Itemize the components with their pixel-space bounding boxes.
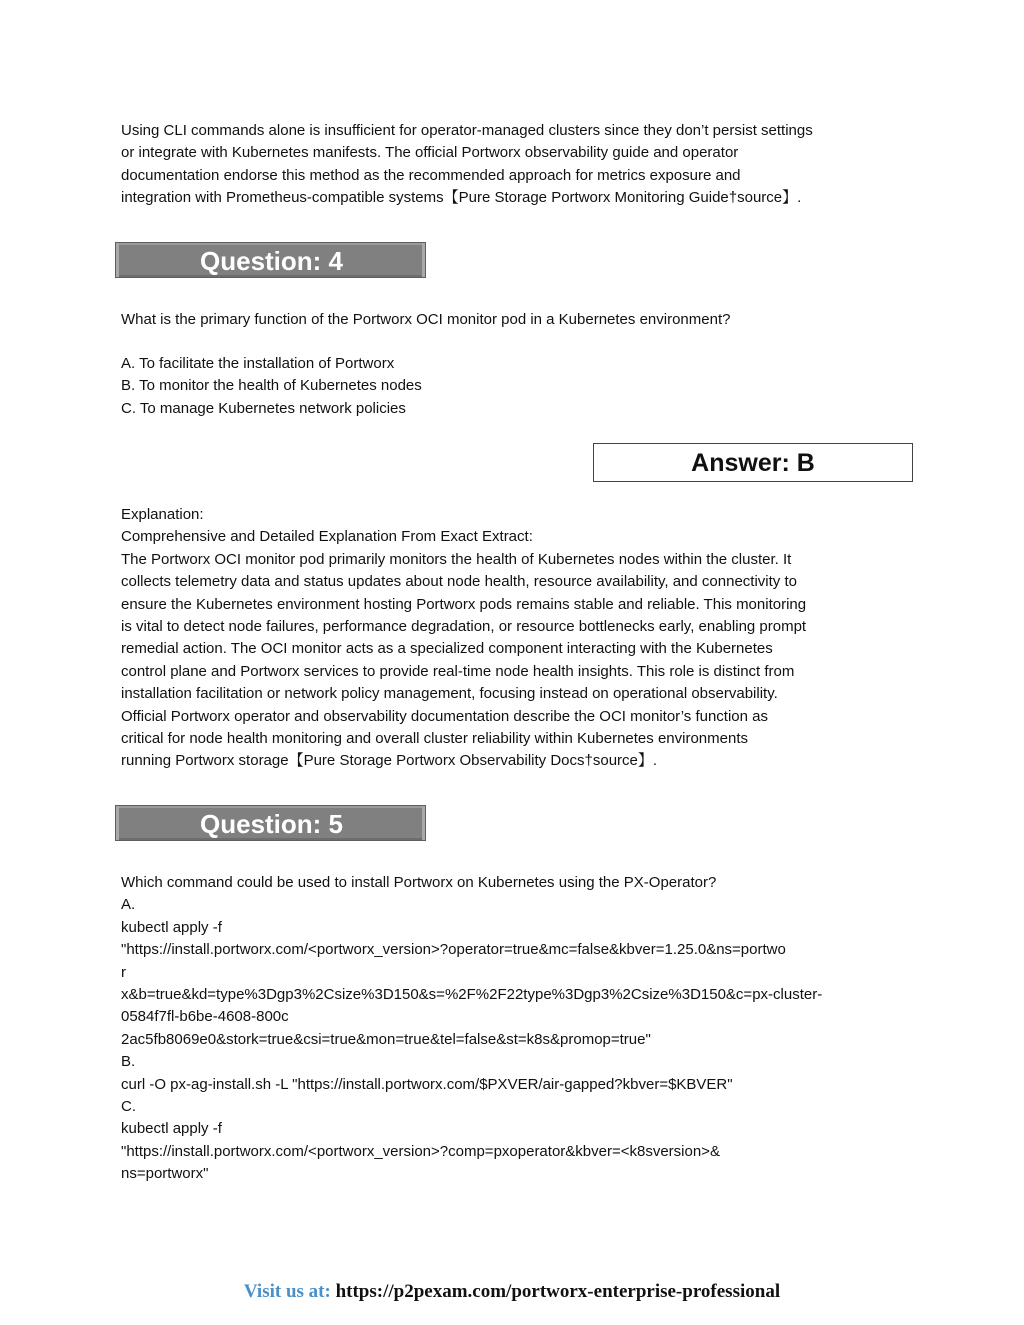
question-5-line: x&b=true&kd=type%3Dgp3%2Csize%3D150&s=%2F%2F22type%3Dgp3%2Csize%3D150&c=px-cluster- xyxy=(121,986,823,1004)
question-5-line: A. xyxy=(121,896,136,914)
question-4-explanation xyxy=(121,504,911,773)
intro-line: documentation endorse this method as the recommended approach for metrics exposure and xyxy=(121,166,741,184)
question-5-line: curl -O px-ag-install.sh -L "https://install.portworx.com/$PXVER/air-gapped?kbver=$KBVER" xyxy=(121,1075,733,1093)
question-5-line: "https://install.portworx.com/<portworx_version>?operator=true&mc=false&kbver=1.25.0&ns=portwo xyxy=(121,941,786,959)
explanation-line: control plane and Portworx services to provide real-time node health insights. This role is distinct from xyxy=(121,662,795,680)
question-5-line: r xyxy=(121,963,126,981)
option-b: B. To monitor the health of Kubernetes nodes xyxy=(121,377,422,395)
question-5-line: B. xyxy=(121,1053,136,1071)
question-5-line: kubectl apply -f xyxy=(121,1120,222,1138)
explanation-line: installation facilitation or network policy management, focusing instead on operational observability. xyxy=(121,685,778,703)
question-5-line: 0584f7fl-b6be-4608-800c xyxy=(121,1008,289,1026)
question-5-line: kubectl apply -f xyxy=(121,918,222,936)
question-5-heading: Question: 5 xyxy=(200,809,344,839)
footer-link[interactable]: https://p2pexam.com/portworx-enterprise-professional xyxy=(335,1281,781,1302)
question-4-banner xyxy=(115,242,426,278)
question-5-line: C. xyxy=(121,1098,136,1116)
explanation-line: running Portworx storage【Pure Storage Portworx Observability Docs†source】. xyxy=(121,752,658,770)
explanation-line: critical for node health monitoring and overall cluster reliability within Kubernetes environments xyxy=(121,730,748,748)
question-4-options xyxy=(121,353,911,420)
explanation-line: Explanation: xyxy=(121,506,204,523)
explanation-line: remedial action. The OCI monitor acts as a specialized component interacting with the Kubernetes xyxy=(121,640,773,658)
question-4-text: What is the primary function of the Portworx OCI monitor pod in a Kubernetes environment? xyxy=(121,311,731,328)
option-a: A. To facilitate the installation of Portworx xyxy=(121,355,395,372)
question-4-prompt xyxy=(121,309,911,331)
intro-line: Using CLI commands alone is insufficient for operator-managed clusters since they don’t persist settings xyxy=(121,122,813,139)
intro-paragraph xyxy=(121,120,911,210)
explanation-line: The Portworx OCI monitor pod primarily monitors the health of Kubernetes nodes within the cluster. It xyxy=(121,550,792,568)
question-5-line: 2ac5fb8069e0&stork=true&csi=true&mon=true&tel=false&st=k8s&promop=true" xyxy=(121,1030,651,1048)
option-c: C. To manage Kubernetes network policies xyxy=(121,399,406,417)
question-5-line: ns=portworx" xyxy=(121,1165,209,1183)
question-4-heading: Question: 4 xyxy=(200,246,344,276)
question-5-banner xyxy=(115,805,426,841)
answer-box: Answer: B xyxy=(593,443,913,482)
question-5-line: Which command could be used to install Portworx on Kubernetes using the PX-Operator? xyxy=(121,874,717,891)
intro-line: integration with Prometheus-compatible systems【Pure Storage Portworx Monitoring Guide†source】. xyxy=(121,189,802,207)
question-5-body xyxy=(121,872,911,1186)
question-5-line: "https://install.portworx.com/<portworx_version>?comp=pxoperator&kbver=<k8sversion>& xyxy=(121,1142,720,1160)
explanation-line: ensure the Kubernetes environment hosting Portworx pods remains stable and reliable. This monitoring xyxy=(121,595,807,613)
explanation-line: Comprehensive and Detailed Explanation From Exact Extract: xyxy=(121,528,533,546)
footer-visit-label: Visit us at: xyxy=(243,1281,336,1302)
explanation-line: is vital to detect node failures, performance degradation, or resource bottlenecks early, enabling prompt xyxy=(121,618,807,636)
footer xyxy=(0,1281,1024,1303)
explanation-line: collects telemetry data and status updates about node health, resource availability, and connectivity to xyxy=(121,573,797,591)
intro-line: or integrate with Kubernetes manifests. The official Portworx observability guide and operator xyxy=(121,144,739,162)
explanation-line: Official Portworx operator and observability documentation describe the OCI monitor’s function as xyxy=(121,707,768,725)
